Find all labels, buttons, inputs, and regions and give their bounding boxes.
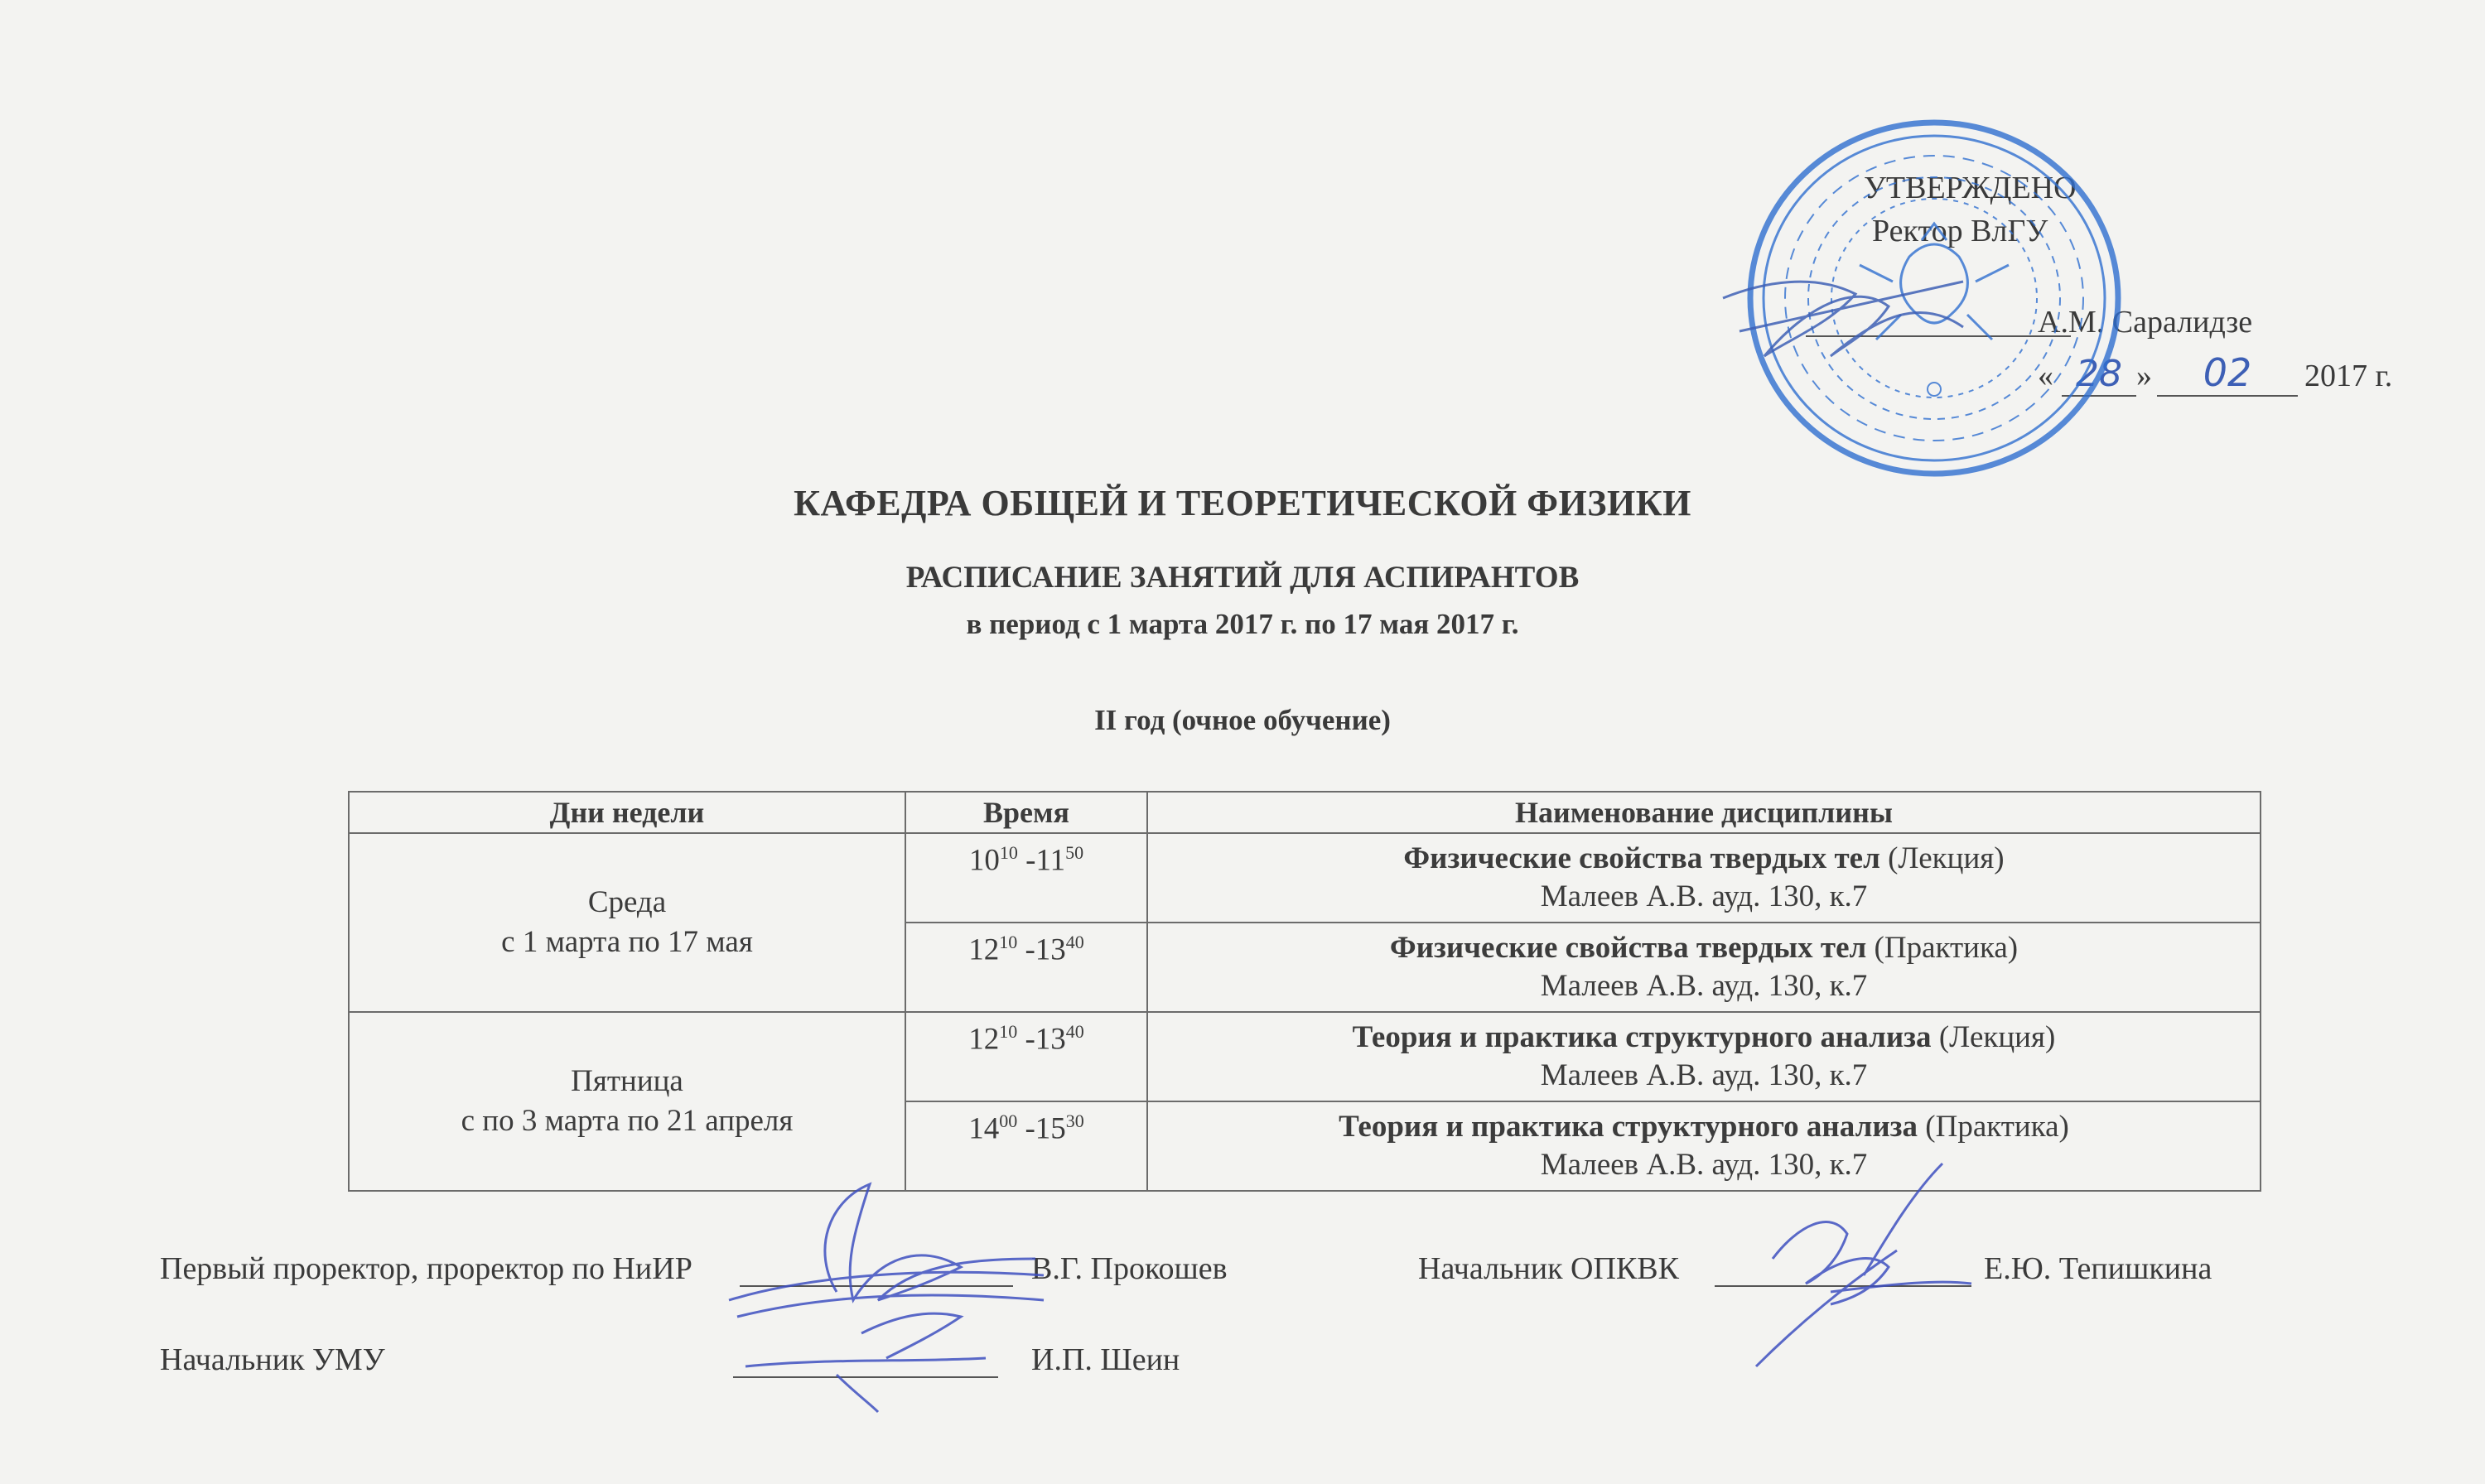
time-cell [905, 923, 1147, 1012]
subject-name: Теория и практика структурного анализа [1352, 1020, 1932, 1054]
opkvk-title: Начальник ОПКВК [1418, 1251, 1679, 1286]
time-end-hour: 11 [1035, 843, 1066, 878]
header-time: Время [905, 792, 1147, 833]
time-start-hour: 14 [968, 1111, 1000, 1146]
date-month: 02 [2157, 350, 2298, 397]
subject-name: Физические свойства твердых тел [1403, 841, 1880, 875]
time-separator: - [1017, 843, 1036, 878]
time-start-min: 00 [999, 1111, 1018, 1131]
time-end-hour: 13 [1035, 932, 1066, 967]
date-close-quote: » [2136, 359, 2152, 393]
time-end-min: 40 [1065, 932, 1084, 952]
header-days: Дни недели [349, 792, 905, 833]
time-end-min: 30 [1065, 1111, 1084, 1131]
day-cell [349, 833, 905, 1012]
day-range: с 1 марта по 17 мая [501, 925, 753, 959]
time-start-min: 10 [999, 842, 1018, 863]
time-start-hour: 12 [968, 1022, 1000, 1057]
schedule-table [348, 791, 2261, 1192]
umu-name: И.П. Шеин [1031, 1342, 1180, 1377]
subject-kind: (Практика) [1918, 1110, 2069, 1144]
approval-name: А.М. Саралидзе [2038, 305, 2253, 340]
time-end-min: 50 [1065, 842, 1084, 863]
time-end-hour: 15 [1035, 1111, 1066, 1146]
subject-name: Физические свойства твердых тел [1389, 931, 1867, 965]
day-name: Среда [587, 885, 667, 919]
subject-details: Малеев А.В. ауд. 130, к.7 [1540, 1058, 1868, 1092]
time-start-min: 10 [999, 932, 1018, 952]
schedule-title: РАСПИСАНИЕ ЗАНЯТИЙ ДЛЯ АСПИРАНТОВ [905, 561, 1580, 595]
approval-role: Ректор ВлГУ [1872, 214, 2048, 248]
time-cell [905, 1012, 1147, 1101]
date-day: 28 [2062, 353, 2136, 397]
subject-details: Малеев А.В. ауд. 130, к.7 [1540, 1148, 1868, 1182]
subject-cell [1147, 1012, 2261, 1101]
time-start-min: 10 [999, 1021, 1018, 1042]
time-separator: - [1017, 1022, 1035, 1057]
subject-cell [1147, 833, 2261, 923]
time-end-hour: 13 [1035, 1022, 1066, 1057]
time-end-min: 40 [1065, 1021, 1084, 1042]
time-start-hour: 10 [968, 843, 1000, 878]
subject-details: Малеев А.В. ауд. 130, к.7 [1540, 879, 1868, 913]
umu-title: Начальник УМУ [160, 1342, 385, 1377]
table-row [349, 1012, 2261, 1101]
opkvk-name: Е.Ю. Тепишкина [1984, 1251, 2212, 1286]
date-open-quote: « [2038, 359, 2053, 393]
schedule-period: в период с 1 марта 2017 г. по 17 мая 2017 г. [966, 608, 1519, 640]
subject-name: Теория и практика структурного анализа [1339, 1110, 1918, 1144]
date-year: 2017 г. [2304, 359, 2393, 393]
subject-details: Малеев А.В. ауд. 130, к.7 [1540, 969, 1868, 1003]
rector-signature [1715, 248, 1980, 381]
header-subject: Наименование дисциплины [1147, 792, 2261, 833]
department-title: КАФЕДРА ОБЩЕЙ И ТЕОРЕТИЧЕСКОЙ ФИЗИКИ [794, 483, 1691, 523]
opkvk-signature [1731, 1159, 1980, 1375]
subject-cell [1147, 1101, 2261, 1191]
time-separator: - [1017, 1111, 1035, 1146]
time-start-hour: 12 [968, 932, 1000, 967]
table-header-row [349, 792, 2261, 833]
study-year-form: II год (очное обучение) [1094, 704, 1391, 736]
first-vice-rector-title: Первый проректор, проректор по НиИР [160, 1251, 692, 1286]
approval-title: УТВЕРЖДЕНО [1864, 171, 2077, 205]
subject-kind: (Лекция) [1931, 1020, 2056, 1054]
day-cell [349, 1012, 905, 1191]
day-range: с по 3 марта по 21 апреля [461, 1104, 794, 1138]
table-row [349, 833, 2261, 923]
subject-cell [1147, 923, 2261, 1012]
subject-kind: (Лекция) [1879, 841, 2005, 875]
vice-rector-signature [712, 1168, 1060, 1416]
day-name: Пятница [571, 1064, 683, 1098]
time-separator: - [1017, 932, 1035, 967]
time-cell [905, 833, 1147, 923]
first-vice-rector-name: В.Г. Прокошев [1031, 1251, 1228, 1286]
subject-kind: (Практика) [1866, 931, 2019, 965]
